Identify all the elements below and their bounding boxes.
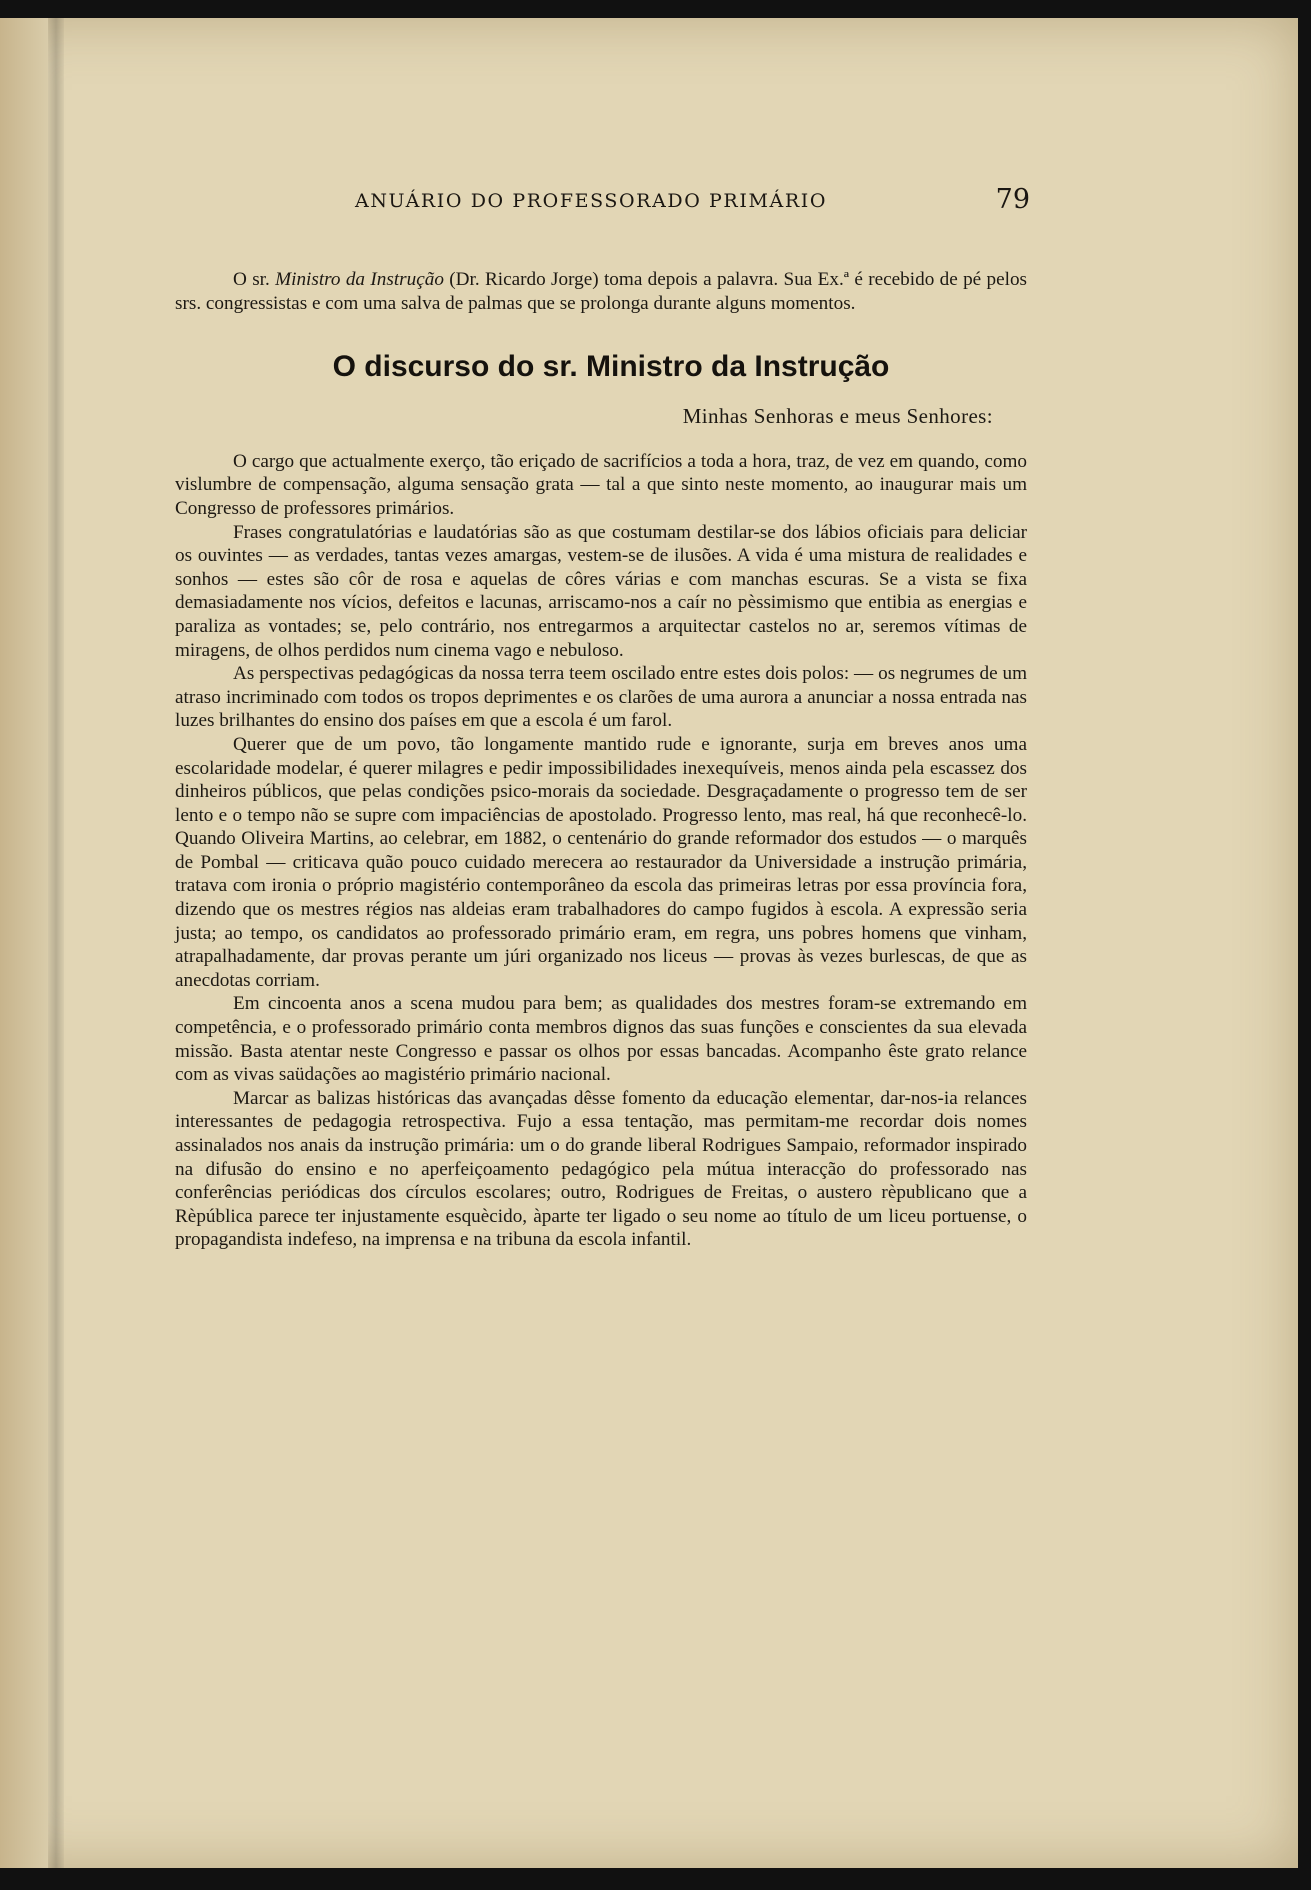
body-paragraph-6: Marcar as balizas históricas das avançadas dêsse fomento da educação elementar, dar-nos-ia relances interessantes de pedagogia retrospectiva. Fujo a essa tentação, mas permitam-me recordar dois nomes assinalados nos anais da instrução primária: um o do grande liberal Rodrigues Sampaio, reformador inspirado na difusão do ensino e no aperfeiçoamento pedagógico pela mútua interacção do professorado nas conferências periódicas dos círculos escolares; outro, Rodrigues de Freitas, o austero rèpublicano que a Rèpública parece ter injustamente esquècido, àparte ter ligado o seu nome ao título de um liceu portuense, o propagandista indefeso, na imprensa e na tribuna da escola infantil.: [175, 1087, 1027, 1251]
body-paragraph-3: As perspectivas pedagógicas da nossa terra teem oscilado entre estes dois polos: — os negrumes de um atraso incriminado com todos os tropos deprimentes e os clarões de uma aurora a anunciar a nossa entrada nas luzes brilhantes do ensino dos países em que a escola é um farol.: [175, 663, 1027, 732]
running-header: [355, 184, 1030, 218]
binding-edge: [0, 18, 48, 1868]
intro-minister-title: Ministro da Instrução: [275, 269, 444, 290]
running-title: ANUÁRIO DO PROFESSORADO PRIMÁRIO: [355, 190, 828, 212]
intro-before: O sr.: [233, 269, 276, 290]
body-paragraph-1: O cargo que actualmente exerço, tão eriçado de sacrifícios a toda a hora, traz, de vez em quando, como vislumbre de compensação, alguma sensação grata — tal a que sinto neste momento, ao inaugurar mais um Congresso de professores primários.: [175, 450, 1027, 519]
body-paragraph-4: Querer que de um povo, tão longamente mantido rude e ignorante, surja em breves anos uma escolaridade modelar, é querer milagres e pedir impossibilidades inexequíveis, menos ainda pela escassez dos dinheiros públicos, que pelas condições psico-morais da sociedade. Desgraçadamente o progresso tem de ser lento e o tempo não se supre com impaciências de apostolado. Progresso lento, mas real, há que reconhecê-lo. Quando Oliveira Martins, ao celebrar, em 1882, o centenário do grande reformador dos estudos — o marquês de Pombal — criticava quão pouco cuidado merecera ao restaurador da Universidade a instrução primária, tratava com ironia o próprio magistério contemporâneo da escola das primeiras letras por essa província fora, dizendo que os mestres régios nas aldeias eram trabalhadores do campo fugidos à escola. A expressão seria justa; ao tempo, os candidatos ao professorado primário eram, em regra, uns pobres homens que vinham, atrapalhadamente, dar provas perante um júri organizado nos liceus — provas às vezes burlescas, de que as anecdotas corriam.: [175, 733, 1027, 991]
page-body: [175, 268, 1027, 1252]
salutation: Minhas Senhoras e meus Senhores:: [682, 404, 993, 429]
page-number: 79: [995, 184, 1030, 215]
book-page: [0, 18, 1298, 1868]
section-title: O discurso do sr. Ministro da Instrução: [332, 350, 890, 384]
body-paragraph-5: Em cincoenta anos a scena mudou para bem; as qualidades dos mestres foram-se extremando em competência, e o professorado primário conta membros dignos das suas funções e conscientes da sua elevada missão. Basta atentar neste Congresso e passar os olhos por essas bancadas. Acompanho êste grato relance com as vivas saüdações ao magistério primário nacional.: [175, 993, 1027, 1086]
page-fold: [48, 18, 64, 1868]
intro-paragraph: [175, 268, 1027, 315]
body-paragraph-2: Frases congratulatórias e laudatórias são as que costumam destilar-se dos lábios oficiais para deliciar os ouvintes — as verdades, tantas vezes amargas, vestem-se de ilusões. A vida é uma mistura de realidades e sonhos — estes são côr de rosa e aquelas de côres várias e com manchas escuras. Se a vista se fixa demasiadamente nos vícios, defeitos e lacunas, arriscamo-nos a caír no pèssimismo que entibia as energias e paraliza as vontades; se, pelo contrário, nos entregarmos a arquitectar castelos no ar, seremos vítimas de miragens, de olhos perdidos num cinema vago e nebuloso.: [175, 521, 1027, 661]
intro-after: (Dr. Ricardo Jorge) toma depois a palavra. Sua Ex.ª é recebido de pé pelos srs. congressistas e com uma salva de palmas que se prolonga durante alguns momentos.: [175, 269, 1028, 314]
